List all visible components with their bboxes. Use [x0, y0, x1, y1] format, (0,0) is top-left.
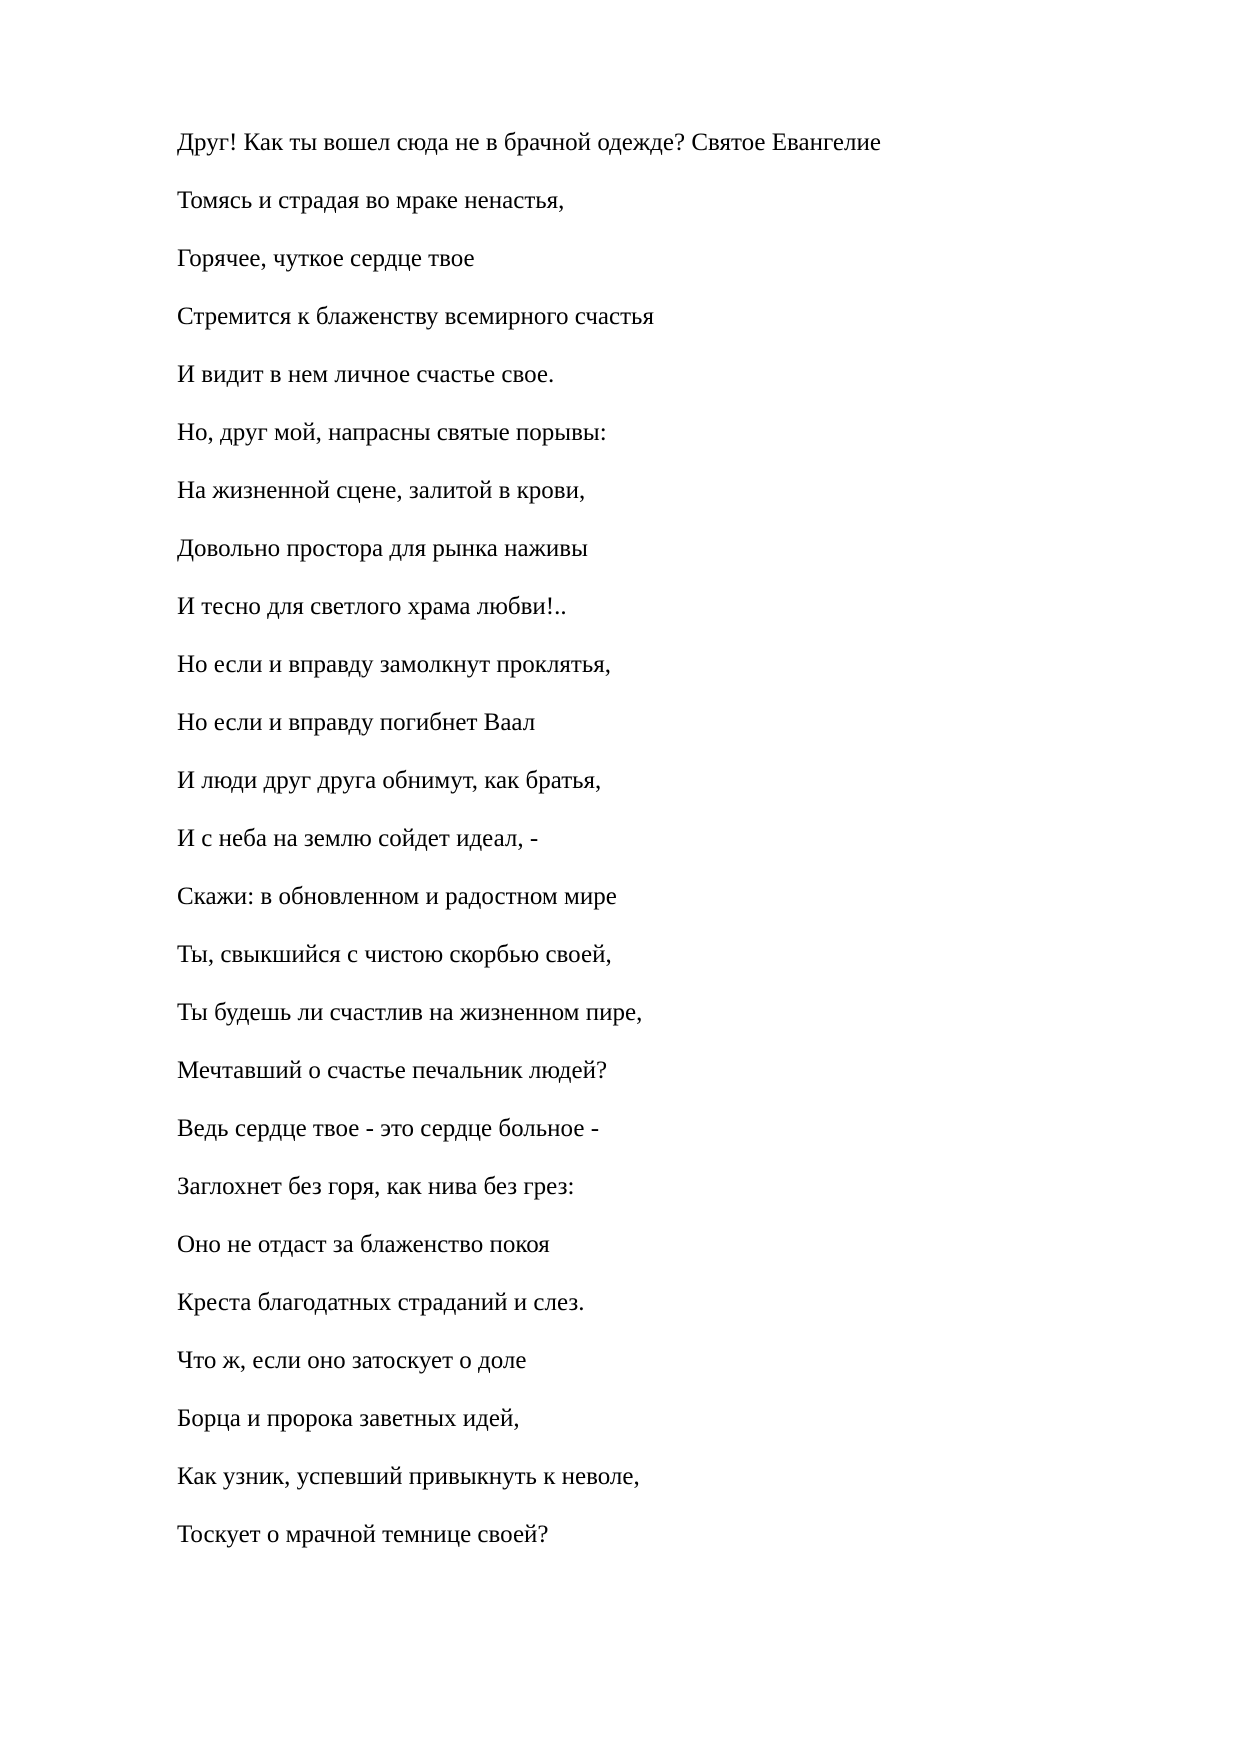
poem-line-13: Скажи: в обновленном и радостном мире [177, 883, 617, 910]
poem-line-5: Но, друг мой, напрасны святые порывы: [177, 419, 607, 446]
epigraph-line: Друг! Как ты вошел сюда не в брачной одежде? Святое Евангелие [177, 129, 881, 156]
poem-line-9: Но если и вправду замолкнут проклятья, [177, 651, 611, 678]
poem-line-21: Что ж, если оно затоскует о доле [177, 1347, 527, 1374]
poem-text [177, 114, 881, 1564]
poem-line-23: Как узник, успевший привыкнуть к неволе, [177, 1463, 640, 1490]
poem-line-17: Ведь сердце твое - это сердце больное - [177, 1115, 600, 1142]
poem-line-6: На жизненной сцене, залитой в крови, [177, 477, 586, 504]
poem-line-18: Заглохнет без горя, как нива без грез: [177, 1173, 575, 1200]
poem-line-19: Оно не отдаст за блаженство покоя [177, 1231, 550, 1258]
poem-line-10: Но если и вправду погибнет Ваал [177, 709, 536, 736]
poem-line-8: И тесно для светлого храма любви!.. [177, 593, 567, 620]
poem-line-20: Креста благодатных страданий и слез. [177, 1289, 585, 1316]
poem-line-3: Стремится к блаженству всемирного счастья [177, 303, 654, 330]
poem-line-22: Борца и пророка заветных идей, [177, 1405, 520, 1432]
poem-line-14: Ты, свыкшийся с чистою скорбью своей, [177, 941, 612, 968]
poem-line-4: И видит в нем личное счастье свое. [177, 361, 555, 388]
poem-line-12: И с неба на землю сойдет идеал, - [177, 825, 539, 852]
poem-line-1: Томясь и страдая во мраке ненастья, [177, 187, 565, 214]
poem-line-11: И люди друг друга обнимут, как братья, [177, 767, 602, 794]
poem-line-7: Довольно простора для рынка наживы [177, 535, 588, 562]
poem-line-2: Горячее, чуткое сердце твое [177, 245, 475, 272]
poem-line-24: Тоскует о мрачной темнице своей? [177, 1521, 549, 1548]
poem-line-16: Мечтавший о счастье печальник людей? [177, 1057, 608, 1084]
poem-line-15: Ты будешь ли счастлив на жизненном пире, [177, 999, 643, 1026]
